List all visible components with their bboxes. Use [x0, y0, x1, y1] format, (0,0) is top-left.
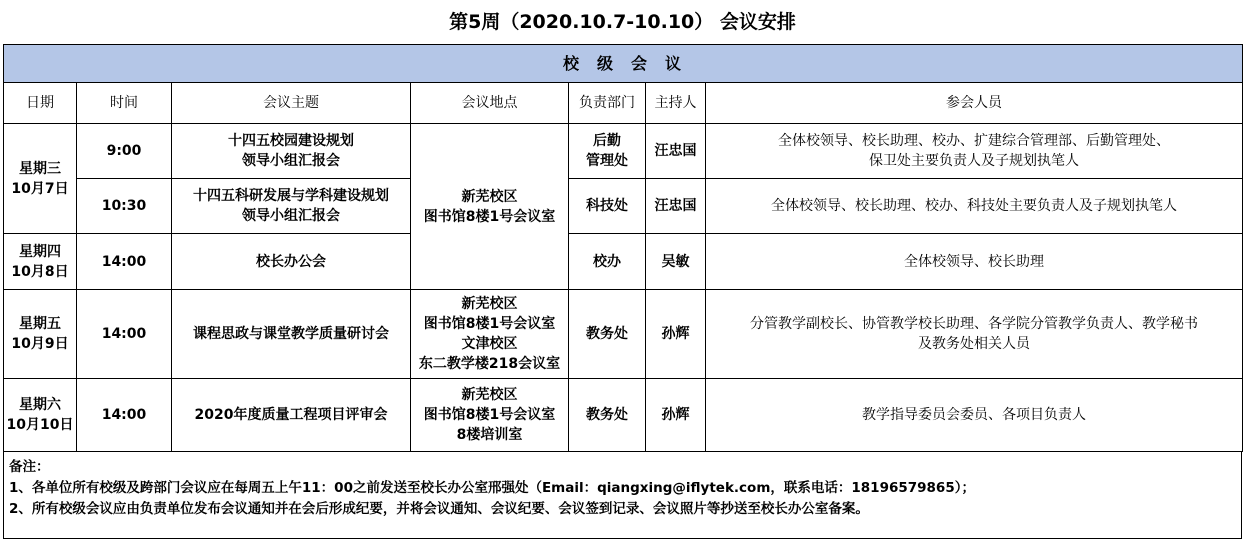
- header-host: 主持人: [646, 83, 706, 124]
- location-cell: 新芜校区 图书馆8楼1号会议室: [411, 124, 569, 290]
- notes-line-1: 1、各单位所有校级及跨部门会议应在每周五上午11：00之前发送至校长办公室邢强处（Email：qiangxing@iflytek.com，联系电话：18196579865）；: [9, 480, 975, 496]
- dept-cell: 教务处: [569, 379, 646, 452]
- table-row: [4, 379, 1243, 452]
- attendees-cell: 全体校领导、校长助理、校办、科技处主要负责人及子规划执笔人: [706, 179, 1243, 234]
- day-cell-fri: 星期五 10月9日: [4, 290, 77, 379]
- table-header-row: [4, 83, 1243, 124]
- section-band-school-level: 校级会议: [4, 45, 1243, 83]
- table-row: [4, 290, 1243, 379]
- table-row: [4, 179, 1243, 234]
- attendees-cell: 全体校领导、校长助理: [706, 234, 1243, 290]
- day-cell-sat: 星期六 10月10日: [4, 379, 77, 452]
- host-cell: 吴敏: [646, 234, 706, 290]
- host-cell: 孙辉: [646, 290, 706, 379]
- attendees-cell: 全体校领导、校长助理、校办、扩建综合管理部、后勤管理处、 保卫处主要负责人及子规划执笔人: [706, 124, 1243, 179]
- notes-line-2: 2、所有校级会议应由负责单位发布会议通知并在会后形成纪要，并将会议通知、会议纪要、会议签到记录、会议照片等抄送至校长办公室备案。: [9, 501, 869, 517]
- header-location: 会议地点: [411, 83, 569, 124]
- topic-cell: 十四五科研发展与学科建设规划 领导小组汇报会: [172, 179, 411, 234]
- header-topic: 会议主题: [172, 83, 411, 124]
- notes-box: [3, 451, 1242, 539]
- time-cell: 14:00: [77, 290, 172, 379]
- day-cell-wed: 星期三 10月7日: [4, 124, 77, 234]
- topic-cell: 十四五校园建设规划 领导小组汇报会: [172, 124, 411, 179]
- page-title: 第5周（2020.10.7-10.10） 会议安排: [449, 11, 796, 33]
- header-attendees: 参会人员: [706, 83, 1243, 124]
- day-cell-thu: 星期四 10月8日: [4, 234, 77, 290]
- header-date: 日期: [4, 83, 77, 124]
- topic-cell: 2020年度质量工程项目评审会: [172, 379, 411, 452]
- time-cell: 10:30: [77, 179, 172, 234]
- time-cell: 14:00: [77, 379, 172, 452]
- meeting-schedule-table: [3, 44, 1243, 452]
- header-time: 时间: [77, 83, 172, 124]
- dept-cell: 校办: [569, 234, 646, 290]
- host-cell: 孙辉: [646, 379, 706, 452]
- notes-label: 备注：: [9, 459, 50, 475]
- host-cell: 汪忠国: [646, 124, 706, 179]
- dept-cell: 教务处: [569, 290, 646, 379]
- attendees-cell: 教学指导委员会委员、各项目负责人: [706, 379, 1243, 452]
- location-cell: 新芜校区 图书馆8楼1号会议室 文津校区 东二教学楼218会议室: [411, 290, 569, 379]
- time-cell: 9:00: [77, 124, 172, 179]
- host-cell: 汪忠国: [646, 179, 706, 234]
- attendees-cell: 分管教学副校长、协管教学校长助理、各学院分管教学负责人、教学秘书 及教务处相关人员: [706, 290, 1243, 379]
- topic-cell: 课程思政与课堂教学质量研讨会: [172, 290, 411, 379]
- table-row: [4, 234, 1243, 290]
- location-cell: 新芜校区 图书馆8楼1号会议室 8楼培训室: [411, 379, 569, 452]
- dept-cell: 科技处: [569, 179, 646, 234]
- dept-cell: 后勤 管理处: [569, 124, 646, 179]
- time-cell: 14:00: [77, 234, 172, 290]
- table-row: [4, 124, 1243, 179]
- header-dept: 负责部门: [569, 83, 646, 124]
- topic-cell: 校长办公会: [172, 234, 411, 290]
